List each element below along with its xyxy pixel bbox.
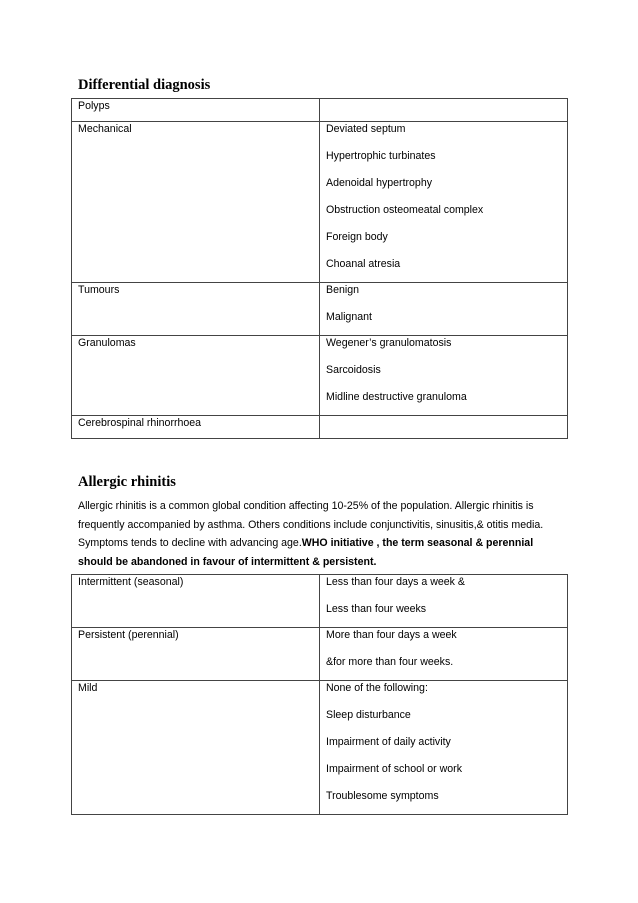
- detail-item: Less than four days a week &: [326, 576, 465, 588]
- category-label: Tumours: [78, 284, 120, 296]
- section-heading-allergic-rhinitis: Allergic rhinitis: [78, 474, 176, 490]
- detail-item: Malignant: [326, 311, 372, 323]
- table-cell-category: [72, 122, 320, 283]
- category-label: Polyps: [78, 100, 110, 112]
- detail-item: &for more than four weeks.: [326, 656, 454, 668]
- detail-item: Sarcoidosis: [326, 364, 381, 376]
- detail-item: Deviated septum: [326, 123, 406, 135]
- detail-item: Foreign body: [326, 231, 388, 243]
- table-cell-category: [72, 336, 320, 416]
- table-row: [72, 336, 568, 416]
- detail-item: Less than four weeks: [326, 603, 427, 615]
- table-cell-details: [320, 575, 568, 628]
- table-cell-category: [72, 416, 320, 439]
- table-row: [72, 122, 568, 283]
- detail-item: Adenoidal hypertrophy: [326, 177, 433, 189]
- table-row: [72, 416, 568, 439]
- table-cell-details: [320, 681, 568, 815]
- category-label: Cerebrospinal rhinorrhoea: [78, 417, 202, 429]
- detail-item: None of the following:: [326, 682, 428, 694]
- section-heading-differential-diagnosis: Differential diagnosis: [78, 77, 211, 93]
- table-cell-category: [72, 681, 320, 815]
- detail-item: Impairment of school or work: [326, 763, 463, 775]
- category-label: Mild: [78, 682, 98, 694]
- category-label: Mechanical: [78, 123, 132, 135]
- differential-diagnosis-table: [71, 98, 568, 439]
- detail-item: Impairment of daily activity: [326, 736, 451, 748]
- table-cell-category: [72, 283, 320, 336]
- table-cell-details: [320, 99, 568, 122]
- table-cell-details: [320, 122, 568, 283]
- table-row: [72, 99, 568, 122]
- table-row: [72, 628, 568, 681]
- detail-item: Midline destructive granuloma: [326, 391, 467, 403]
- table-cell-details: [320, 416, 568, 439]
- detail-item: Hypertrophic turbinates: [326, 150, 436, 162]
- table-cell-category: [72, 575, 320, 628]
- table-row: [72, 681, 568, 815]
- paragraph-text: Allergic rhinitis is a common global condition affecting 10-25% of the population. Allergic rhinitis is frequently accompanied by asthma. Others conditions include conjunctivitis, sinusitis,& otitis media. Symptoms tends to decline with advancing age.: [78, 500, 544, 549]
- detail-item: Choanal atresia: [326, 258, 401, 270]
- detail-item: Benign: [326, 284, 359, 296]
- detail-item: Wegener’s granulomatosis: [326, 337, 452, 349]
- table-cell-details: [320, 336, 568, 416]
- detail-item: Obstruction osteomeatal complex: [326, 204, 484, 216]
- category-label: Intermittent (seasonal): [78, 576, 184, 588]
- paragraph-bold-text: WHO initiative , the term seasonal & perennial should be abandoned in favour of intermittent & persistent.: [78, 537, 534, 568]
- allergic-rhinitis-paragraph: [78, 497, 558, 571]
- table-cell-category: [72, 99, 320, 122]
- table-cell-category: [72, 628, 320, 681]
- allergic-rhinitis-classification-table: [71, 574, 568, 815]
- category-label: Granulomas: [78, 337, 136, 349]
- detail-item: Sleep disturbance: [326, 709, 411, 721]
- detail-item: Troublesome symptoms: [326, 790, 439, 802]
- table-row: [72, 283, 568, 336]
- detail-item: More than four days a week: [326, 629, 457, 641]
- table-row: [72, 575, 568, 628]
- table-cell-details: [320, 628, 568, 681]
- table-cell-details: [320, 283, 568, 336]
- category-label: Persistent (perennial): [78, 629, 179, 641]
